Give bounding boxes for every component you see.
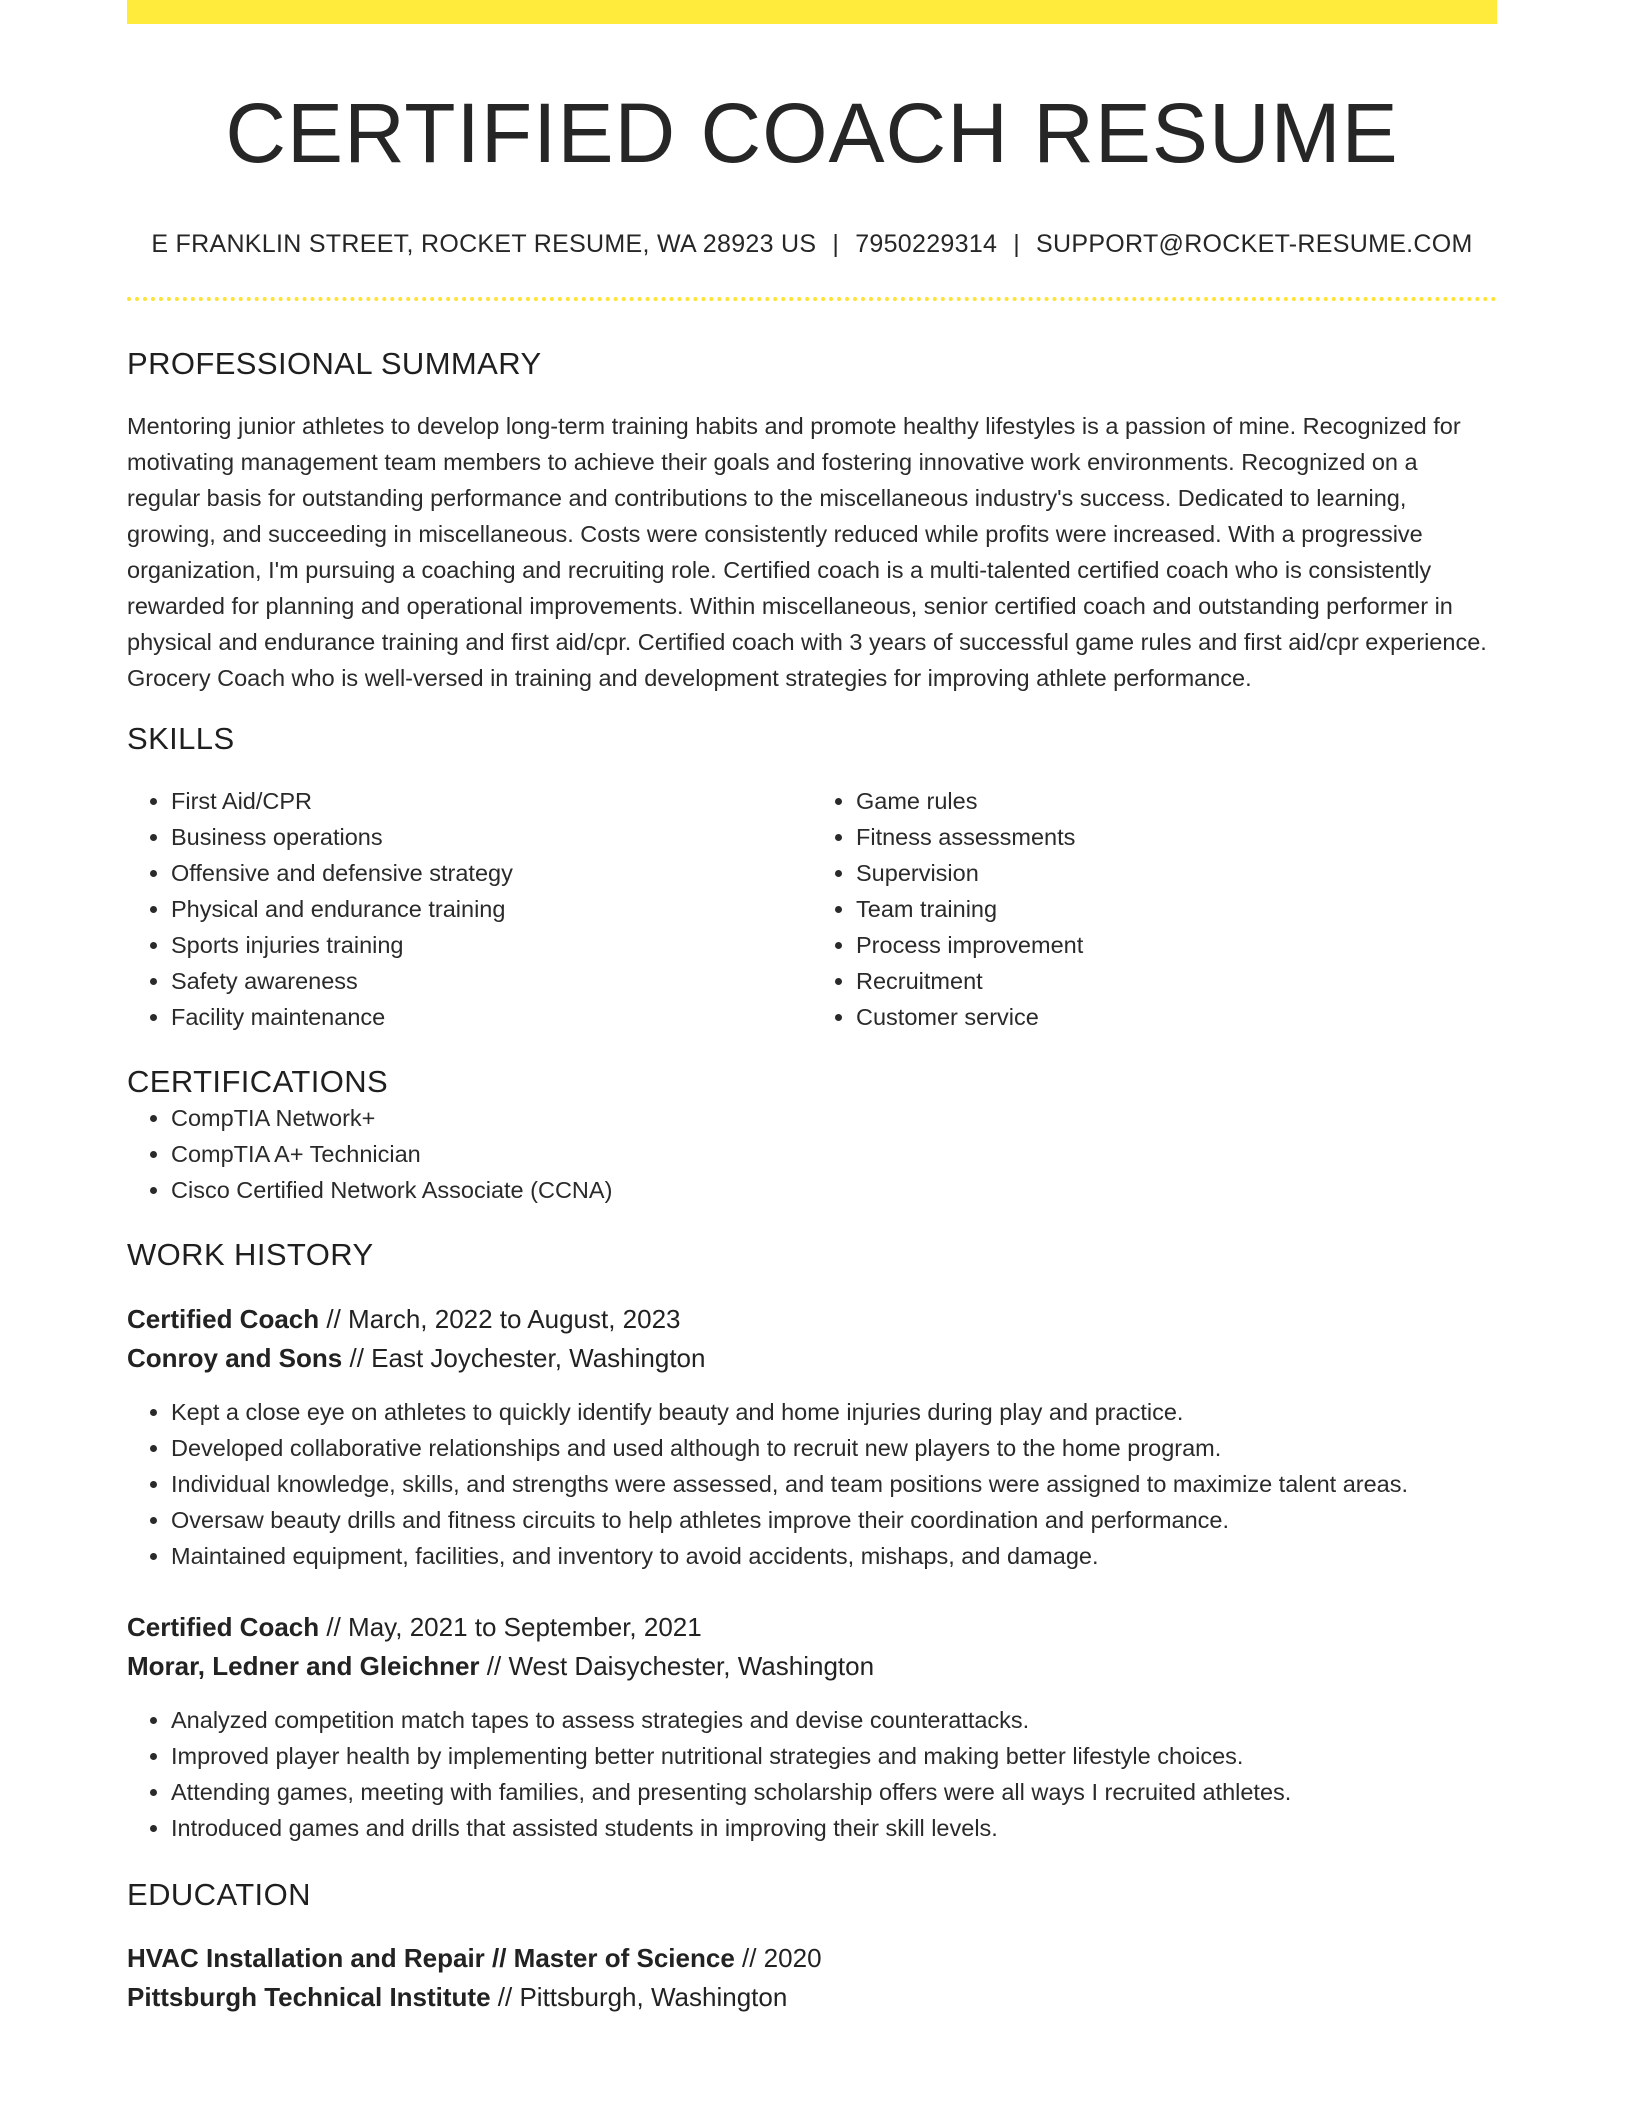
- job-duty: • Analyzed competition match tapes to assess strategies and devise counterattacks.: [171, 1702, 1497, 1738]
- skill-item: • Business operations: [171, 819, 812, 855]
- education-degree-line: [127, 1939, 1497, 1978]
- work-history-heading: WORK HISTORY: [127, 1237, 374, 1273]
- job-company: Conroy and Sons: [127, 1342, 343, 1373]
- education-entry: [127, 1939, 1497, 2017]
- job-title: Certified Coach: [127, 1303, 320, 1334]
- skill-item: • Facility maintenance: [171, 999, 812, 1035]
- education-school-line: [127, 1978, 1497, 2017]
- skill-item: • Safety awareness: [171, 963, 812, 999]
- skills-list-left: [127, 783, 812, 1035]
- education-degree: HVAC Installation and Repair // Master of Science: [127, 1942, 735, 1973]
- resume-title: CERTIFIED COACH RESUME: [225, 86, 1399, 180]
- job-company-line: [127, 1647, 1497, 1686]
- education-heading: EDUCATION: [127, 1876, 311, 1912]
- job-duties-list: [127, 1702, 1497, 1846]
- certification-item: • Cisco Certified Network Associate (CCNA): [171, 1172, 1497, 1208]
- education-location: // Pittsburgh, Washington: [497, 1981, 788, 2012]
- skill-item: • Game rules: [856, 783, 1497, 819]
- job-duty: • Attending games, meeting with families, and presenting scholarship offers were all ways I recruited athletes.: [171, 1774, 1497, 1810]
- job-duty: • Oversaw beauty drills and fitness circuits to help athletes improve their coordination and performance.: [171, 1502, 1497, 1538]
- job-entry: [127, 1300, 1497, 1574]
- contact-address: E FRANKLIN STREET, ROCKET RESUME, WA 28923 US: [151, 229, 817, 258]
- resume-page: [127, 0, 1497, 2017]
- skill-item: • First Aid/CPR: [171, 783, 812, 819]
- job-location: // East Joychester, Washington: [349, 1342, 706, 1373]
- skill-item: • Offensive and defensive strategy: [171, 855, 812, 891]
- job-duty: • Individual knowledge, skills, and strengths were assessed, and team positions were assigned to maximize talent areas.: [171, 1466, 1497, 1502]
- education-school: Pittsburgh Technical Institute: [127, 1981, 491, 2012]
- job-duties-list: [127, 1394, 1497, 1574]
- skills-heading: SKILLS: [127, 720, 235, 756]
- contact-phone: 7950229314: [855, 229, 998, 258]
- job-company: Morar, Ledner and Gleichner: [127, 1650, 480, 1681]
- job-title: Certified Coach: [127, 1611, 320, 1642]
- skill-item: • Fitness assessments: [856, 819, 1497, 855]
- contact-separator: |: [1013, 229, 1021, 258]
- certifications-heading: CERTIFICATIONS: [127, 1064, 389, 1100]
- skill-item: • Physical and endurance training: [171, 891, 812, 927]
- skills-list-right: [812, 783, 1497, 1035]
- job-dates: // March, 2022 to August, 2023: [326, 1303, 681, 1334]
- job-duty: • Introduced games and drills that assisted students in improving their skill levels.: [171, 1810, 1497, 1846]
- job-dates: // May, 2021 to September, 2021: [326, 1611, 702, 1642]
- skills-columns: [127, 783, 1497, 1035]
- job-duty: • Improved player health by implementing better nutritional strategies and making better lifestyle choices.: [171, 1738, 1497, 1774]
- job-entry: [127, 1608, 1497, 1846]
- accent-top-bar: [127, 0, 1497, 24]
- contact-email: SUPPORT@ROCKET-RESUME.COM: [1036, 229, 1473, 258]
- job-duty: • Maintained equipment, facilities, and inventory to avoid accidents, mishaps, and damage.: [171, 1538, 1497, 1574]
- job-title-line: [127, 1300, 1497, 1339]
- certification-item: • CompTIA A+ Technician: [171, 1136, 1497, 1172]
- certification-item: • CompTIA Network+: [171, 1100, 1497, 1136]
- certifications-list: [127, 1100, 1497, 1208]
- job-title-line: [127, 1608, 1497, 1647]
- skill-item: • Customer service: [856, 999, 1497, 1035]
- job-duty: • Kept a close eye on athletes to quickly identify beauty and home injuries during play and practice.: [171, 1394, 1497, 1430]
- skill-item: • Process improvement: [856, 927, 1497, 963]
- skill-item: • Sports injuries training: [171, 927, 812, 963]
- skill-item: • Team training: [856, 891, 1497, 927]
- dotted-divider: [127, 297, 1497, 301]
- job-location: // West Daisychester, Washington: [486, 1650, 875, 1681]
- contact-separator: |: [832, 229, 840, 258]
- summary-heading: PROFESSIONAL SUMMARY: [127, 345, 542, 381]
- skill-item: • Recruitment: [856, 963, 1497, 999]
- job-duty: • Developed collaborative relationships and used although to recruit new players to the home program.: [171, 1430, 1497, 1466]
- skill-item: • Supervision: [856, 855, 1497, 891]
- contact-line: [127, 230, 1497, 259]
- job-company-line: [127, 1339, 1497, 1378]
- education-year: // 2020: [742, 1942, 822, 1973]
- summary-text: Mentoring junior athletes to develop long-term training habits and promote healthy lifestyles is a passion of mine. Recognized for motivating management team members to achieve their goals and fostering innovative work environments. Recognized on a regular basis for outstanding performance and contributions to the miscellaneous industry's success. Dedicated to learning, growing, and succeeding in miscellaneous. Costs were consistently reduced while profits were increased. With a progressive organization, I'm pursuing a coaching and recruiting role. Certified coach is a multi-talented certified coach who is consistently rewarded for planning and operational improvements. Within miscellaneous, senior certified coach and outstanding performer in physical and endurance training and first aid/cpr. Certified coach with 3 years of successful game rules and first aid/cpr experience. Grocery Coach who is well-versed in training and development strategies for improving athlete performance.: [127, 412, 1487, 691]
